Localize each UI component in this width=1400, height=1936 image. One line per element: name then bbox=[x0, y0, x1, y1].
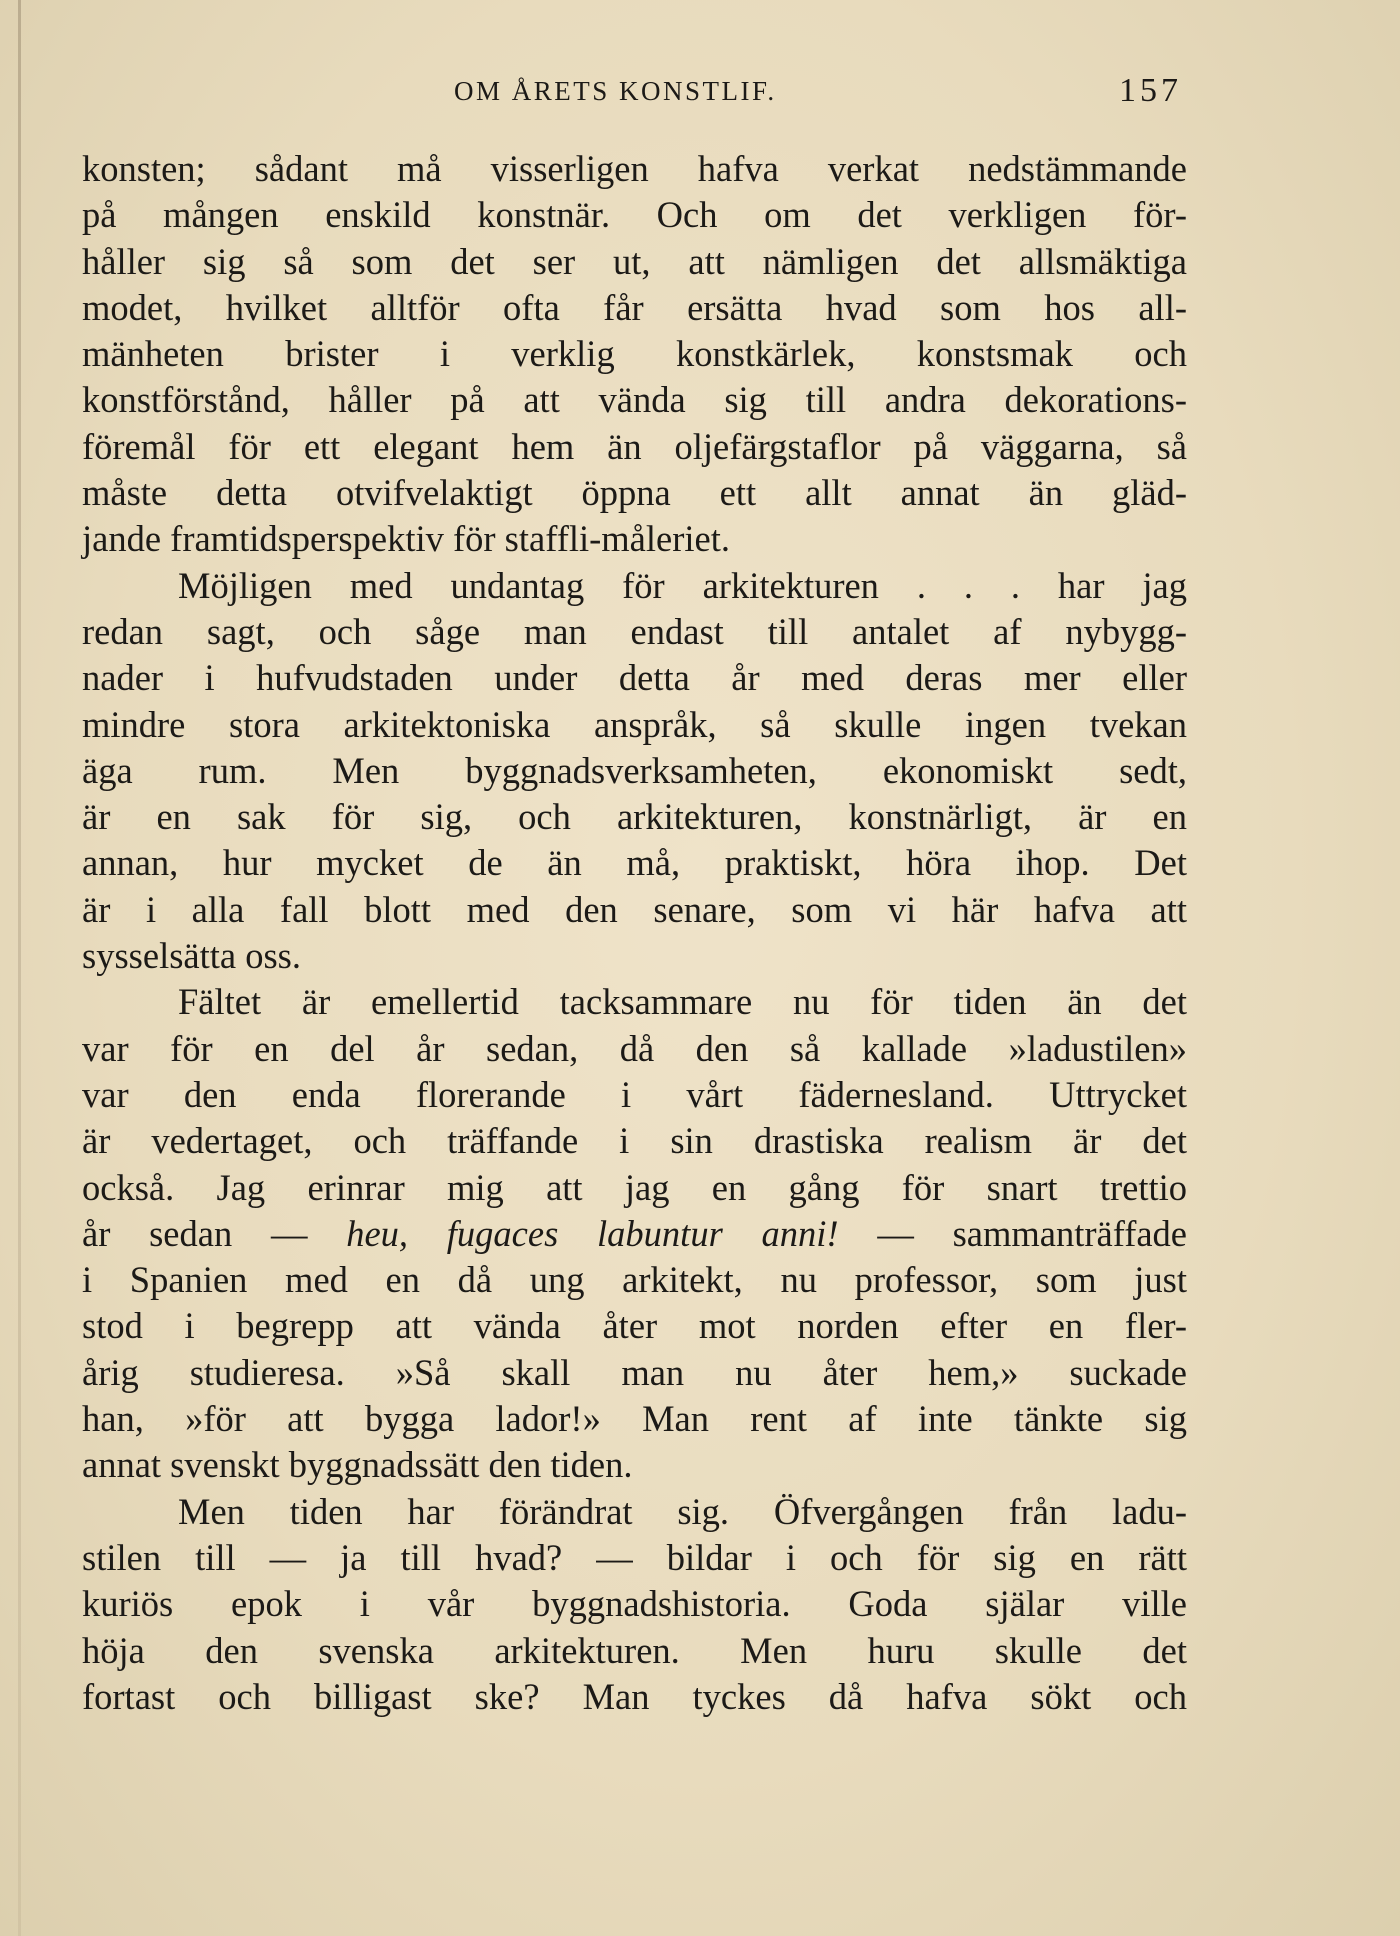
text-line: mindre stora arkitektoniska anspråk, så skulle ingen tvekan bbox=[82, 703, 1187, 745]
text-line: fortast och billigast ske? Man tyckes då hafva sökt och bbox=[82, 1675, 1187, 1717]
text-line: håller sig så som det ser ut, att nämligen det allsmäktiga bbox=[82, 240, 1187, 282]
text-line: Möjligen med undantag för arkitekturen . . . har jag bbox=[178, 564, 1187, 606]
text-line: han, »för att bygga lador!» Man rent af inte tänkte sig bbox=[82, 1398, 1187, 1440]
text-line: i Spanien med en då ung arkitekt, nu professor, som just bbox=[82, 1259, 1187, 1301]
line-text-pre: år sedan — bbox=[82, 1212, 347, 1254]
text-line: föremål för ett elegant hem än oljefärgstaflor på väggarna, så bbox=[82, 425, 1187, 467]
text-line: kuriös epok i vår byggnadshistoria. Goda själar ville bbox=[82, 1583, 1187, 1625]
text-line: stod i begrepp att vända åter mot norden efter en fler- bbox=[82, 1305, 1187, 1347]
text-line: redan sagt, och såge man endast till antalet af nybygg- bbox=[82, 610, 1187, 652]
text-line: nader i hufvudstaden under detta år med deras mer eller bbox=[82, 657, 1187, 699]
text-line: jande framtidsperspektiv för staffli-måleriet. bbox=[82, 518, 730, 560]
running-header bbox=[82, 72, 1182, 116]
text-line: mänheten brister i verklig konstkärlek, konstsmak och bbox=[82, 333, 1187, 375]
text-line: Men tiden har förändrat sig. Öfvergången från ladu- bbox=[178, 1490, 1187, 1532]
text-line: sysselsätta oss. bbox=[82, 935, 301, 977]
text-line: stilen till — ja till hvad? — bildar i och för sig en rätt bbox=[82, 1536, 1187, 1578]
text-line: är en sak för sig, och arkitekturen, konstnärligt, är en bbox=[82, 796, 1187, 838]
line-text-post: — sammanträffade bbox=[838, 1212, 1188, 1254]
text-line: också. Jag erinrar mig att jag en gång för snart trettio bbox=[82, 1166, 1187, 1208]
text-line: annat svenskt byggnadssätt den tiden. bbox=[82, 1444, 633, 1486]
latin-quotation: heu, fugaces labuntur anni! bbox=[346, 1212, 839, 1254]
text-line: är i alla fall blott med den senare, som vi här hafva att bbox=[82, 888, 1187, 930]
text-line: konstförstånd, håller på att vända sig till andra dekorations- bbox=[82, 379, 1187, 421]
page-number: 157 bbox=[1119, 72, 1182, 109]
text-line: modet, hvilket alltför ofta får ersätta hvad som hos all- bbox=[82, 286, 1187, 328]
text-line-with-italic bbox=[82, 1211, 1187, 1257]
running-title: OM ÅRETS KONSTLIF. bbox=[454, 76, 777, 106]
text-line: måste detta otvifvelaktigt öppna ett allt annat än gläd- bbox=[82, 472, 1187, 514]
text-line: annan, hur mycket de än må, praktiskt, höra ihop. Det bbox=[82, 842, 1187, 884]
text-line: var för en del år sedan, då den så kallade »ladustilen» bbox=[82, 1027, 1187, 1069]
text-line: är vedertaget, och träffande i sin drastiska realism är det bbox=[82, 1120, 1187, 1162]
text-line: på mången enskild konstnär. Och om det verkligen för- bbox=[82, 194, 1187, 236]
text-line: Fältet är emellertid tacksammare nu för tiden än det bbox=[178, 981, 1187, 1023]
text-line: konsten; sådant må visserligen hafva verkat nedstämmande bbox=[82, 148, 1187, 189]
text-line: äga rum. Men byggnadsverksamheten, ekonomiskt sedt, bbox=[82, 749, 1187, 791]
text-line: höja den svenska arkitekturen. Men huru skulle det bbox=[82, 1629, 1187, 1671]
body-text bbox=[82, 146, 1187, 1720]
text-line: årig studieresa. »Så skall man nu åter hem,» suckade bbox=[82, 1351, 1187, 1393]
text-line: var den enda florerande i vårt fädernesland. Uttrycket bbox=[82, 1073, 1187, 1115]
